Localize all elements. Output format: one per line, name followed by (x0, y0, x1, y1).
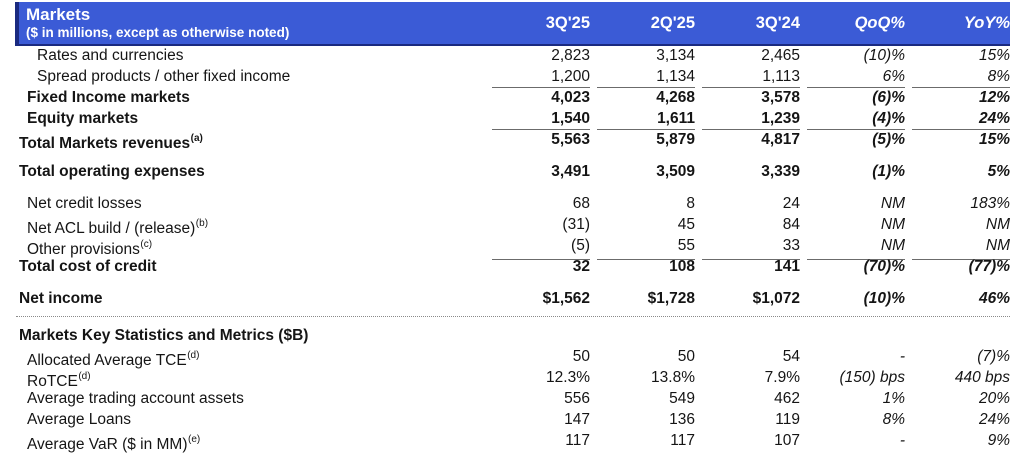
row-label-text: Net credit losses (27, 195, 142, 212)
cell-qoq-pct: (10)% (863, 290, 905, 307)
row-label (15, 88, 485, 109)
cell-2q25: 4,268 (656, 89, 695, 106)
row-label (15, 431, 485, 455)
table-row (15, 431, 1010, 452)
table-header-band (15, 2, 1010, 46)
cell-3q25: 1,200 (492, 67, 590, 88)
cell-3q25: 2,823 (551, 47, 590, 64)
cell-yoy-pct: 5% (987, 163, 1010, 180)
column-header-yoy-pct: YoY% (963, 13, 1010, 32)
cell-yoy-pct: 20% (978, 390, 1010, 407)
cell-3q24: 1,239 (702, 109, 800, 130)
cell-2q25: 3,134 (656, 47, 695, 64)
cell-2q25 (597, 326, 695, 347)
cell-qoq-pct: 6% (807, 67, 905, 88)
cell-yoy-pct: 9% (987, 432, 1010, 449)
row-label-text: Allocated Average TCE (27, 352, 187, 370)
cell-3q25: 3,491 (551, 163, 590, 180)
table-row (15, 289, 1010, 310)
cell-qoq-pct: - (899, 432, 905, 449)
table-row (15, 389, 1010, 410)
table-title-block (19, 5, 485, 40)
cell-2q25: 5,879 (656, 131, 695, 148)
cell-3q25: 50 (572, 348, 590, 365)
cell-2q25: 3,509 (656, 163, 695, 180)
footnote-marker: (d) (187, 350, 200, 361)
cell-3q24: 84 (782, 216, 800, 233)
cell-2q25: 117 (670, 432, 695, 449)
cell-qoq-pct: (4)% (807, 109, 905, 130)
cell-3q25: 4,023 (551, 89, 590, 106)
cell-3q24: 1,113 (702, 67, 800, 88)
footnote-marker: (d) (78, 371, 91, 382)
cell-3q25: 147 (564, 411, 590, 428)
row-label-text: Average trading account assets (27, 390, 244, 407)
page-title: Markets (26, 5, 91, 25)
row-label-text: Average Loans (27, 411, 131, 428)
column-header-3q25: 3Q'25 (545, 13, 590, 32)
cell-2q25: 55 (597, 236, 695, 260)
section-divider (16, 316, 1010, 317)
cell-yoy-pct: NM (985, 216, 1010, 233)
row-label-text: Other provisions (27, 241, 140, 259)
table-row (15, 130, 1010, 151)
footnote-marker: (e) (188, 434, 201, 445)
cell-yoy-pct: 24% (978, 411, 1010, 428)
footnote-marker: (b) (195, 218, 209, 229)
cell-2q25: 50 (677, 348, 695, 365)
row-label (15, 257, 485, 278)
cell-qoq-pct: NM (880, 195, 905, 212)
cell-3q24: 119 (775, 411, 800, 428)
cell-3q25 (492, 326, 590, 347)
row-spacer (15, 183, 1010, 194)
cell-3q25: 1,540 (492, 109, 590, 130)
cell-3q24: 4,817 (761, 131, 800, 148)
cell-yoy-pct: 24% (912, 109, 1010, 130)
cell-3q25: 32 (572, 258, 590, 275)
row-label (15, 109, 485, 130)
cell-3q24: 107 (774, 432, 800, 449)
table-row (15, 162, 1010, 183)
row-label (15, 289, 485, 310)
cell-2q25: 1,611 (597, 109, 695, 130)
cell-3q25: (5) (492, 236, 590, 260)
row-label (15, 67, 485, 88)
table-row (15, 67, 1010, 88)
cell-yoy-pct: 183% (970, 195, 1010, 212)
cell-3q25: 5,563 (551, 131, 590, 148)
table-row (15, 236, 1010, 257)
column-header-2q25: 2Q'25 (650, 13, 695, 32)
cell-3q25: 12.3% (546, 369, 590, 386)
table-row (15, 109, 1010, 130)
cell-3q24: 7.9% (764, 369, 800, 386)
row-label (15, 389, 485, 410)
cell-2q25: 1,134 (597, 67, 695, 88)
row-label (15, 46, 485, 67)
table-body (15, 46, 1010, 452)
table-row (15, 326, 1010, 347)
cell-qoq-pct: NM (880, 216, 905, 233)
footnote-marker: (a) (190, 133, 203, 144)
cell-3q25: 556 (564, 390, 590, 407)
table-row (15, 88, 1010, 109)
row-label-text: Average VaR ($ in MM) (27, 436, 188, 454)
row-label-text: Spread products / other fixed income (37, 68, 291, 85)
row-label-text: Fixed Income markets (27, 89, 190, 106)
cell-3q24: 24 (782, 195, 800, 212)
cell-yoy-pct: 8% (912, 67, 1010, 88)
cell-qoq-pct: (6)% (872, 89, 905, 106)
cell-qoq-pct: (5)% (872, 131, 905, 148)
row-label-text: Markets Key Statistics and Metrics ($B) (19, 327, 309, 344)
column-header-qoq-pct: QoQ% (854, 13, 905, 32)
row-label-text: Rates and currencies (37, 47, 184, 64)
cell-2q25: 45 (677, 216, 695, 233)
row-label (15, 410, 485, 431)
cell-3q25: 68 (572, 195, 590, 212)
row-spacer (15, 278, 1010, 289)
row-label-text: Net income (19, 290, 103, 307)
cell-yoy-pct: 12% (978, 89, 1010, 106)
table-row (15, 347, 1010, 368)
cell-3q24: 3,339 (761, 163, 800, 180)
cell-2q25: $1,728 (647, 290, 695, 307)
cell-2q25: 8 (686, 195, 695, 212)
table-row (15, 215, 1010, 236)
cell-3q24: $1,072 (752, 290, 800, 307)
table-row (15, 368, 1010, 389)
cell-yoy-pct: 46% (978, 290, 1010, 307)
table-row (15, 257, 1010, 278)
cell-qoq-pct: (70)% (863, 258, 905, 275)
column-header-3q24: 3Q'24 (755, 13, 800, 32)
cell-3q24: 33 (702, 236, 800, 260)
cell-3q25: 117 (565, 432, 590, 449)
footnote-marker: (c) (140, 239, 153, 250)
cell-3q24: 462 (774, 390, 800, 407)
row-label-text: Total cost of credit (19, 258, 157, 275)
cell-qoq-pct: NM (807, 236, 905, 260)
cell-yoy-pct: 440 bps (954, 369, 1010, 386)
cell-qoq-pct: (10)% (863, 47, 905, 64)
cell-3q24: 141 (774, 258, 800, 275)
cell-yoy-pct: 15% (978, 131, 1010, 148)
cell-3q24: 3,578 (761, 89, 800, 106)
cell-3q24: 54 (782, 348, 800, 365)
cell-qoq-pct: (1)% (872, 163, 905, 180)
row-label (15, 194, 485, 215)
cell-yoy-pct: (7)% (977, 348, 1010, 365)
cell-2q25: 108 (669, 258, 695, 275)
row-label-text: Net ACL build / (release) (27, 220, 196, 238)
table-units-note: ($ in millions, except as otherwise noted) (26, 25, 290, 41)
cell-qoq-pct (807, 326, 905, 347)
cell-yoy-pct: 15% (978, 47, 1010, 64)
table-row (15, 410, 1010, 431)
row-label-text: RoTCE (27, 373, 78, 391)
cell-yoy-pct: (77)% (968, 258, 1010, 275)
cell-3q24: 2,465 (761, 47, 800, 64)
cell-qoq-pct: 8% (882, 411, 905, 428)
cell-3q25: $1,562 (542, 290, 590, 307)
cell-3q24 (702, 326, 800, 347)
row-label-text: Total operating expenses (19, 163, 205, 180)
row-label-text: Equity markets (27, 110, 139, 127)
table-row (15, 46, 1010, 67)
cell-yoy-pct (912, 326, 1010, 347)
row-label (15, 130, 485, 154)
cell-qoq-pct: - (899, 348, 905, 365)
row-label (15, 162, 485, 183)
cell-qoq-pct: (150) bps (839, 369, 905, 386)
cell-yoy-pct: NM (912, 236, 1010, 260)
cell-2q25: 549 (669, 390, 695, 407)
table-row (15, 194, 1010, 215)
row-label-text: Total Markets revenues (19, 135, 191, 153)
cell-2q25: 13.8% (651, 369, 695, 386)
row-label (15, 326, 485, 347)
cell-3q25: (31) (562, 216, 590, 233)
cell-2q25: 136 (669, 411, 695, 428)
cell-qoq-pct: 1% (882, 390, 905, 407)
